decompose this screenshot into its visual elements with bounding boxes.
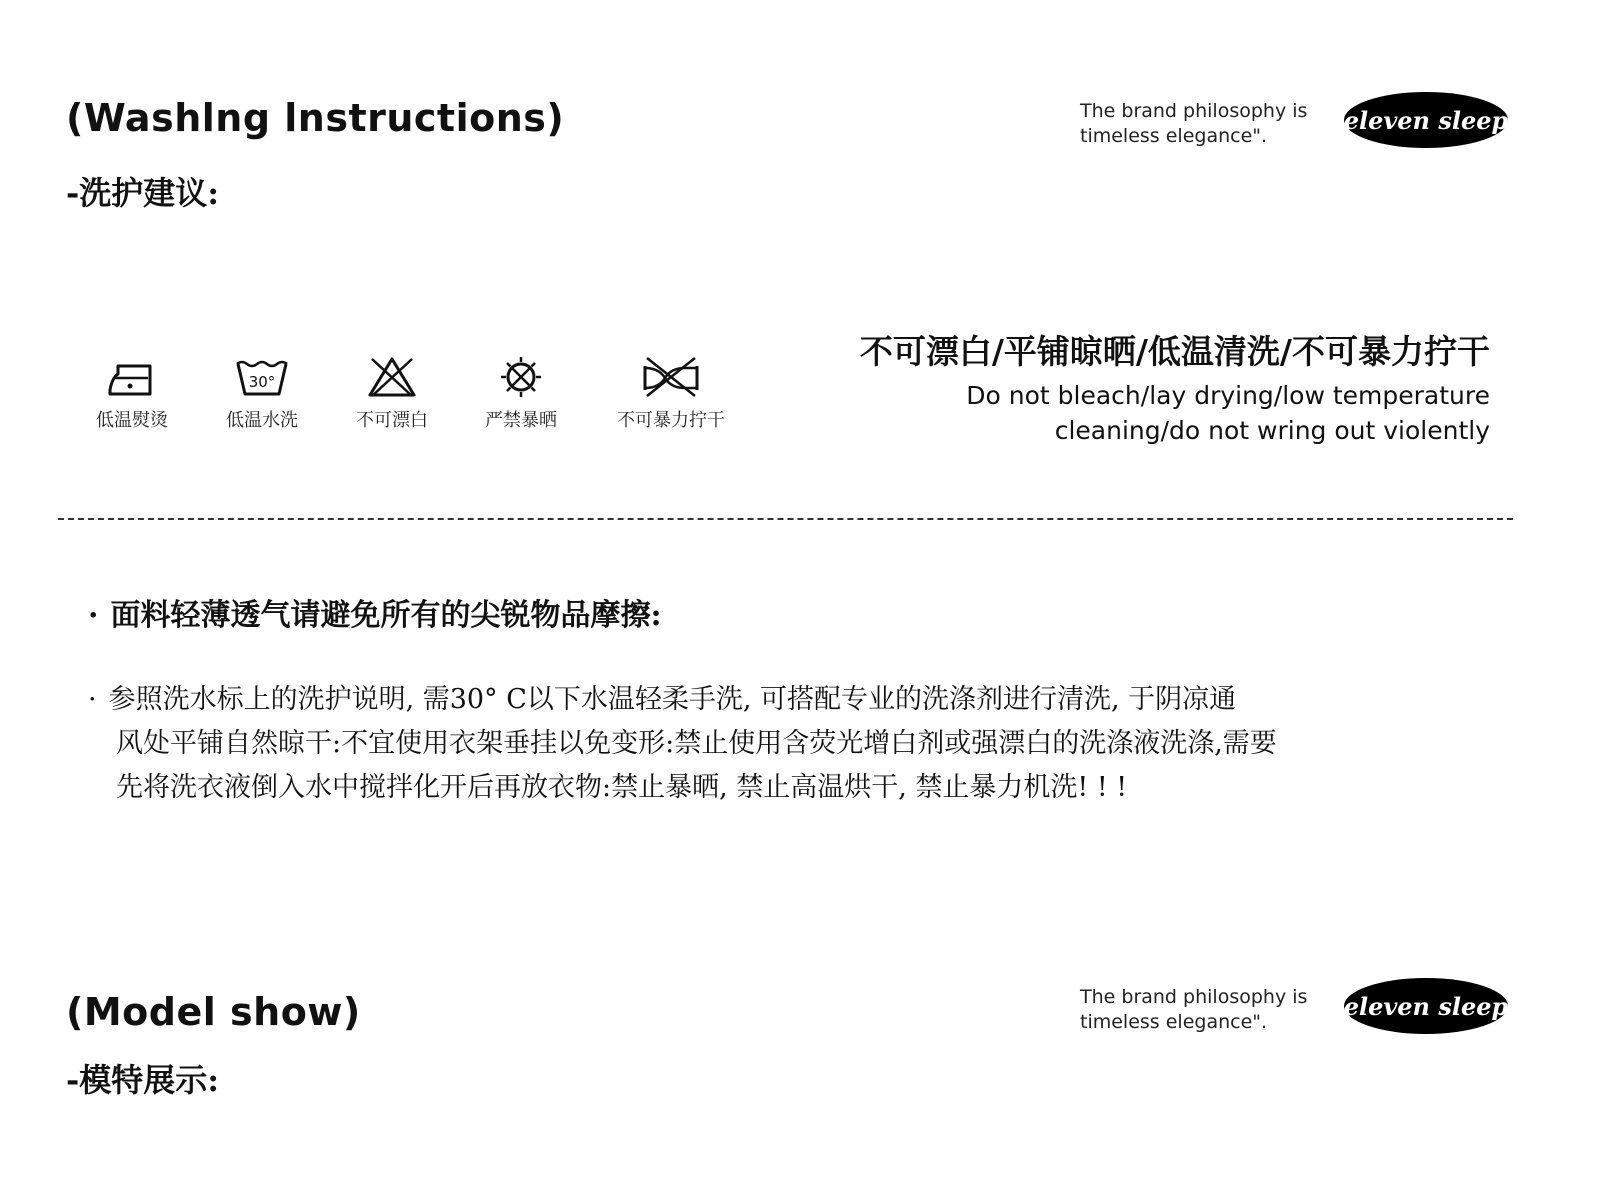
brand-tagline-bottom-line2: timeless elegance". (1080, 1011, 1268, 1033)
care-item-wash (197, 356, 327, 432)
wash-temp-text: 30° (248, 373, 276, 391)
care-summary-en-line2: cleaning/do not wring out violently (1054, 416, 1490, 445)
bullet-2: · (88, 684, 97, 715)
brand-tagline-bottom-line1: The brand philosophy is (1080, 986, 1308, 1008)
care-item-bleach (327, 356, 457, 432)
no-bleach-icon (364, 356, 420, 398)
iron-low-temp-icon (104, 356, 160, 398)
washing-section-title: (Washlng lnstructions) (66, 96, 565, 140)
brand-tagline-bottom (1080, 985, 1325, 1035)
note-line-1 (88, 678, 1468, 722)
note-fabric-care (88, 590, 662, 634)
brand-logo-bottom-text: eleven sleep (1343, 991, 1509, 1021)
note-line-3: 先将洗衣液倒入水中搅拌化开后再放衣物:禁止暴晒, 禁止高温烘干, 禁止暴力机洗! ! ! (116, 772, 1128, 803)
care-summary-en-line1: Do not bleach/lay drying/low temperature (966, 381, 1490, 410)
brand-tagline (1080, 99, 1325, 149)
bullet-1: · (88, 598, 99, 633)
brand-logo-text: eleven sleep (1343, 105, 1509, 135)
care-item-sun (456, 356, 586, 432)
no-wringing-icon (641, 356, 701, 398)
brand-tagline-line2: timeless elegance". (1080, 125, 1268, 147)
care-label-wash: 低温水洗 (226, 410, 298, 431)
care-label-bleach: 不可漂白 (356, 410, 428, 431)
note-line-2: 风处平铺自然晾干:不宜使用衣架垂挂以免变形:禁止使用含荧光增白剂或强漂白的洗涤液洗涤,需要 (116, 728, 1277, 759)
note-washing-method (88, 678, 1468, 810)
dashed-divider (58, 518, 1513, 520)
care-item-iron (67, 356, 197, 432)
note-line-1-text: 参照洗水标上的洗护说明, 需30° C以下水温轻柔手洗, 可搭配专业的洗涤剂进行清洗, 于阴凉通 (108, 684, 1237, 715)
care-label-iron: 低温熨烫 (96, 410, 168, 431)
care-label-wring: 不可暴力拧干 (617, 410, 725, 431)
brand-logo (1344, 92, 1508, 148)
care-item-wring (586, 356, 756, 432)
wash-30-icon (234, 356, 290, 398)
no-sun-drying-icon (493, 356, 549, 398)
model-section-subtitle: -模特展示: (66, 1061, 220, 1099)
model-section-title: (Model show) (66, 990, 361, 1034)
brand-tagline-line1: The brand philosophy is (1080, 100, 1308, 122)
washing-section-subtitle: -洗护建议: (66, 174, 220, 212)
care-summary-english (930, 378, 1490, 448)
care-label-sun: 严禁暴晒 (485, 410, 557, 431)
care-summary-heading: 不可漂白/平铺晾晒/低温清洗/不可暴力拧干 (859, 332, 1490, 371)
brand-logo-bottom (1344, 978, 1508, 1034)
note-fabric-text: 面料轻薄透气请避免所有的尖锐物品摩擦: (110, 598, 662, 633)
